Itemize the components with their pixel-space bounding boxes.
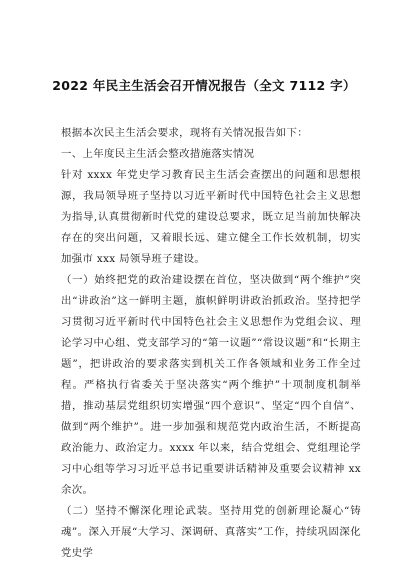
document-body bbox=[61, 123, 361, 564]
paragraph-intro: 根据本次民主生活会要求，现将有关情况报告如下： bbox=[61, 127, 309, 139]
paragraph-point-one: （一）始终把党的政治建设摆在首位，坚决做到“两个维护”突出“讲政治”这一鲜明主题，旗帜鲜明讲政治抓政治。坚持把学习贯彻习近平新时代中国特色社会主义思想作为党组会议、理论学习中心组、党支部学习的“第一议题”“常设议题”和“长期主题”，把讲政治的要求落实到机关工作各领域和业务工作全过程。严格执行省委关于坚决落实“两个维护”十项制度机制举措，推动基层党组织切实增强“四个意识”、坚定“四个自信”、做到“两个维护”。进一步加强和规范党内政治生活，不断提高政治能力、政治定力。xxxx 年以来，结合党组会、党组理论学习中心组等学习习近平总书记重要讲话精神及重要会议精神 xx 余次。 bbox=[61, 274, 361, 496]
paragraph-point-two: （二）坚持不懈深化理论武装。坚持用党的创新理论凝心“铸魂”。深入开展“大学习、深调研、真落实”工作，持续巩固深化党史学 bbox=[61, 505, 361, 559]
paragraph-main: 针对 xxxx 年党史学习教育民主生活会查摆出的问题和思想根源，我局领导班子坚持以习近平新时代中国特色社会主义思想为指导,认真贯彻新时代党的建设总要求，既立足当前加快解决存在的突出问题，又着眼长远、建立健全工作长效机制，切实加强市 xxx 局领导班子建设。 bbox=[61, 169, 361, 265]
document-title: 2022 年民主生活会召开情况报告（全文 7112 字） bbox=[52, 78, 356, 93]
section-heading: 一、上年度民主生活会整改措施落实情况 bbox=[61, 148, 255, 160]
